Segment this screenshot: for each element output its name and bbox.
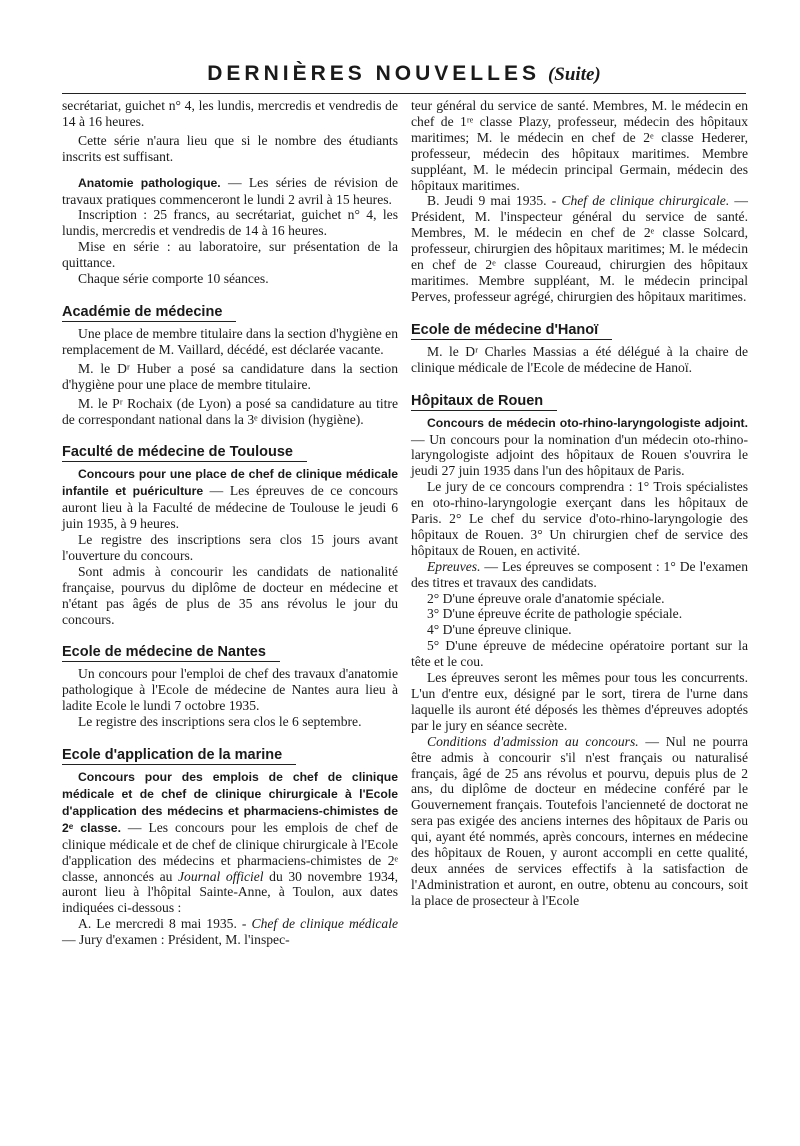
section-title-academie: Académie de médecine bbox=[62, 303, 236, 322]
b-prefix: B. Jeudi 9 mai 1935. - bbox=[427, 193, 562, 209]
conditions-text: — Nul ne pourra être admis à concourir s'il n'est français ou naturalisé français, âgé de 25 ans révolus et pourvu, depuis plus de 2 ans, du diplôme de docteur en médecine conféré par le Gouvernement français. Toutefois l'ancienneté de doctorat ne sera pas exigée des anciens internes des hôpitaux de Paris ou qui, ayant été nommés, après concours, internes en médecine des hôpitaux de Rouen, y auront accompli en cette qualité, deux années de services effectifs à la satisfaction de l'Administration et auront, en outre, obtenu au concours, soit la place de prosecteur à l'Ecole bbox=[411, 733, 748, 908]
marine-paragraph bbox=[62, 769, 398, 916]
marine-text2: du 30 novembre 1934, auront lieu à l'hôpital Sainte-Anne, à Toulon, aux dates indiquées ci-dessous : bbox=[62, 868, 398, 916]
paragraph: Une place de membre titulaire dans la section d'hygiène en remplacement de M. Vaillard, décédé, est déclarée vacante. bbox=[62, 325, 398, 357]
section-title-hanoi: Ecole de médecine d'Hanoï bbox=[411, 321, 612, 340]
marine-journal: Journal officiel bbox=[177, 868, 264, 884]
marine-lead: Concours pour des emplois de chef de clinique médicale et de chef de clinique chirurgicale à l'Ecole d'application des médecins et pharmaciens-chimistes de 2ᵉ classe. bbox=[62, 770, 398, 835]
list-item: 5° D'une épreuve de médecine opératoire portant sur la tête et le cou. bbox=[411, 638, 748, 670]
marine-a-paragraph bbox=[62, 916, 398, 948]
paragraph: Mise en série : au laboratoire, sur présentation de la quittance. bbox=[62, 239, 398, 271]
section-title-toulouse: Faculté de médecine de Toulouse bbox=[62, 443, 307, 462]
paragraph: Les épreuves seront les mêmes pour tous les concurrents. L'un d'entre eux, désigné par le sort, tirera de l'urne dans laquelle ils auront été déposés les thèmes d'épreuves adoptés par le jury en séance secrète. bbox=[411, 670, 748, 733]
paragraph: Chaque série comporte 10 séances. bbox=[78, 271, 269, 287]
paragraph: Cette série n'aura lieu que si le nombre des étudiants inscrits est suffisant. bbox=[62, 132, 398, 164]
list-item: 4° D'une épreuve clinique. bbox=[427, 622, 572, 638]
anatomie-paragraph bbox=[62, 175, 398, 208]
rouen-paragraph bbox=[411, 415, 748, 480]
paragraph: teur général du service de santé. Membres, M. le médecin en chef de 1ʳᵉ classe Plazy, professeur, médecin des hôpitaux maritimes; M. le médecin en chef de 2ᵉ classe Hederer, professeur, médecin des hôpitaux maritimes. Membre suppléant, M. le médecin principal Germain, médecin des hôpitaux maritimes. bbox=[411, 98, 748, 193]
left-column bbox=[62, 98, 398, 948]
paragraph: Sont admis à concourir les candidats de nationalité française, pourvus du diplôme de docteur en médecine et n'étant pas âgés de plus de 35 ans révolus le jour du concours. bbox=[62, 563, 398, 627]
marine-a-italic: Chef de clinique médicale bbox=[251, 916, 399, 932]
paragraph: Le jury de ce concours comprendra : 1° Trois spécialistes en oto-rhino-laryngologie exerçant dans les hôpitaux de Paris. 2° Le chef du service d'oto-rhino-laryngologie des hôpitaux de Rouen. 3° Un chirurgien chef de service des hôpitaux de Rouen, en activité. bbox=[411, 479, 748, 558]
list-item: 3° D'une épreuve écrite de pathologie spéciale. bbox=[427, 606, 683, 622]
paragraph: Inscription : 25 francs, au secrétariat, guichet n° 4, les lundis, mercredis et vendredis de 14 à 16 heures. bbox=[62, 207, 398, 239]
toulouse-paragraph bbox=[62, 466, 398, 532]
section-title-rouen: Hôpitaux de Rouen bbox=[411, 392, 557, 411]
right-column bbox=[411, 98, 748, 909]
toulouse-text: — Les épreuves de ce concours auront lieu à la Faculté de médecine de Toulouse le jeudi 6 juin 1935, à 9 heures. bbox=[62, 483, 399, 532]
toulouse-lead: Concours pour une place de chef de clinique médicale infantile et puériculture bbox=[62, 467, 398, 499]
marine-a-prefix: A. Le mercredi 8 mai 1935. - bbox=[78, 916, 252, 932]
section-title-marine: Ecole d'application de la marine bbox=[62, 746, 296, 765]
paragraph: M. le Dʳ Charles Massias a été délégué à la chaire de clinique médicale de l'Ecole de médecine de Hanoï. bbox=[411, 343, 748, 375]
header-rule bbox=[62, 93, 746, 94]
marine-text: — Les concours pour les emplois de chef de clinique médicale et de chef de clinique chirurgicale à l'Ecole d'application des médecins et pharmaciens-chimistes de 2ᵉ classe, annoncés au bbox=[62, 819, 398, 884]
header-suite: (Suite) bbox=[547, 64, 601, 85]
paragraph: Le registre des inscriptions sera clos 15 jours avant l'ouverture du concours. bbox=[62, 532, 398, 563]
paragraph: Un concours pour l'emploi de chef des travaux d'anatomie pathologique à l'Ecole de médecine de Nantes aura lieu à ladite Ecole le lundi 7 octobre 1935. bbox=[62, 666, 398, 714]
epreuves-italic: Epreuves. bbox=[427, 558, 481, 574]
b-italic: Chef de clinique chirurgicale. bbox=[561, 193, 730, 209]
rouen-text: — Un concours pour la nomination d'un médecin oto-rhino-laryngologiste adjoint des hôpitaux de Rouen s'ouvrira le jeudi 27 juin 1935 dans l'un des hôpitaux de Paris. bbox=[411, 431, 748, 479]
anatomie-text: — Les séries de révision de travaux pratiques commenceront le lundi 2 avril à 15 heures. bbox=[62, 174, 398, 207]
conditions-paragraph bbox=[411, 734, 748, 909]
page-header bbox=[62, 62, 746, 86]
epreuves-paragraph bbox=[411, 559, 748, 591]
paragraph: M. le Pʳ Rochaix (de Lyon) a posé sa candidature au titre de correspondant national dans la 3ᵉ division (hygiène). bbox=[62, 395, 398, 427]
b-text: — Président, M. l'inspecteur général du service de santé. Membres, M. le médecin en chef de 2ᵉ classe Solcard, professeur, chirurgien des hôpitaux maritimes; M. le médecin en chef de 2ᵉ classe Coureaud, chirurgien des hôpitaux maritimes. Membre suppléant, M. le médecin principal Perves, professeur agrégé, chirurgien des hôpitaux maritimes. bbox=[411, 193, 748, 304]
marine-a-text: — Jury d'examen : Président, M. l'inspec- bbox=[62, 932, 290, 948]
rouen-lead: Concours de médecin oto-rhino-laryngologiste adjoint. bbox=[427, 415, 748, 430]
section-title-nantes: Ecole de médecine de Nantes bbox=[62, 643, 280, 662]
paragraph: M. le Dʳ Huber a posé sa candidature dans la section d'hygiène pour une place de membre titulaire. bbox=[62, 360, 398, 392]
anatomie-lead: Anatomie pathologique. bbox=[78, 175, 221, 190]
list-item: 2° D'une épreuve orale d'anatomie spéciale. bbox=[427, 590, 665, 606]
b-paragraph bbox=[411, 193, 748, 304]
paragraph: secrétariat, guichet n° 4, les lundis, mercredis et vendredis de 14 à 16 heures. bbox=[62, 98, 398, 129]
conditions-italic: Conditions d'admission au concours. bbox=[427, 733, 639, 749]
paragraph: Le registre des inscriptions sera clos le 6 septembre. bbox=[78, 714, 362, 730]
header-title: DERNIÈRES NOUVELLES bbox=[207, 62, 540, 85]
epreuves-text: — Les épreuves se composent : 1° De l'examen des titres et travaux des candidats. bbox=[411, 558, 748, 590]
